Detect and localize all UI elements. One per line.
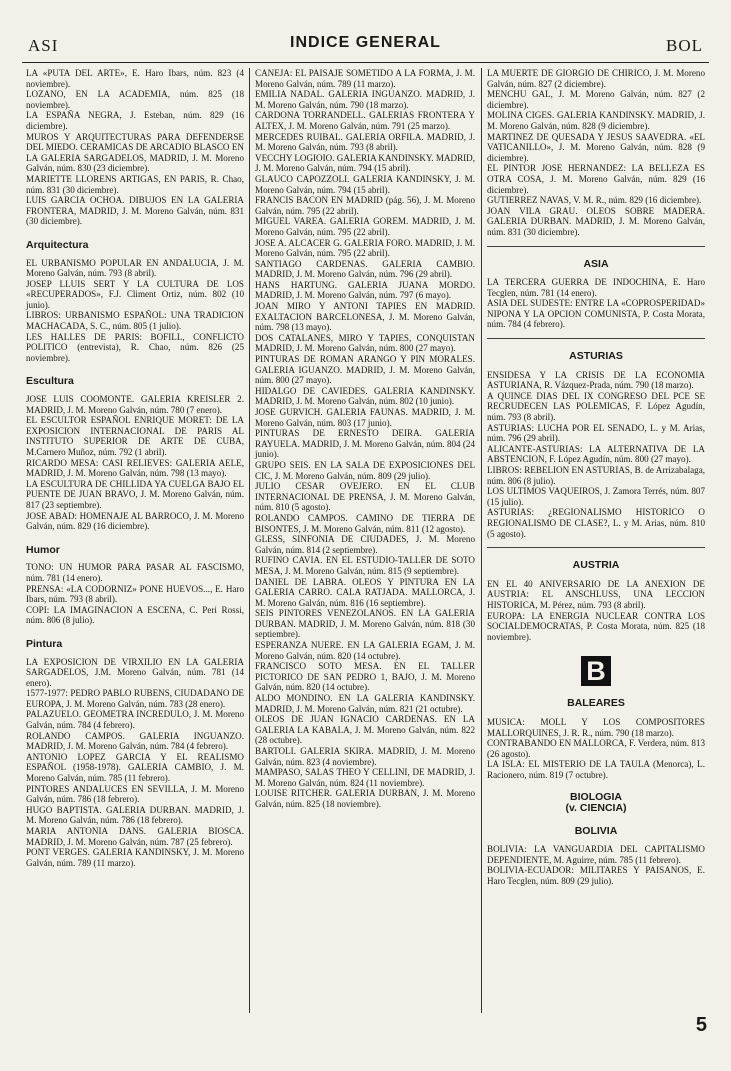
section-heading-arquitectura: Arquitectura: [26, 238, 89, 251]
index-entry: LOUISE RITCHER. GALERIA DURBAN, J. M. Moreno Galván, núm. 825 (18 noviembre).: [255, 788, 475, 809]
index-entry: JOSEP LLUIS SERT Y LA CULTURA DE LOS «RECUPERADOS», F.J. Climent Ortiz, núm. 802 (10 junio).: [26, 278, 244, 310]
index-entry: LOZANO, EN LA ACADEMIA, núm. 825 (18 noviembre).: [26, 89, 244, 110]
index-entry: HUGO BAPTISTA. GALERIA DURBAN. MADRID, J. M. Moreno Galván, núm. 786 (18 febrero).: [26, 804, 244, 826]
escultura-list: [26, 394, 244, 532]
index-entry: SANTIAGO CARDENAS. GALERIA CAMBIO. MADRID, J. M. Moreno Galván, núm. 796 (29 abril).: [255, 258, 475, 280]
index-entry: ROLANDO CAMPOS. GALERIA INGUANZO. MADRID, J. M. Moreno Galván, núm. 784 (4 febrero).: [26, 730, 244, 752]
index-entry: BOLIVIA: LA VANGUARDIA DEL CAPITALISMO DEPENDIENTE, M. Aguirre, núm. 785 (11 febrero).: [487, 844, 705, 865]
pintura-list: [26, 657, 244, 869]
asturias-list: [487, 370, 705, 540]
index-entry: GLESS, SINFONIA DE CIUDADES, J. M. Moreno Galván, núm. 814 (2 septiembre).: [255, 534, 475, 555]
index-entry: JOAN MIRO Y ANTONI TAPIES EN MADRID. EXALTACION BARCELONESA, J. M. Moreno Galván, núm. 798 (13 mayo).: [255, 301, 475, 333]
index-entry: PINTURAS DE ERNESTO DEIRA. GALERIA RAYUELA. MADRID, J. M. Moreno Galván, núm. 804 (24 junio).: [255, 428, 475, 460]
index-entry: ASIA DEL SUDESTE: ENTRE LA «COPROSPERIDAD» NIPONA Y LA OPCION COMUNISTA, P. Costa Morata, núm. 784 (4 febrero).: [487, 298, 705, 330]
index-entry: LA TERCERA GUERRA DE INDOCHINA, E. Haro Tecglen, núm. 781 (14 enero).: [487, 277, 705, 298]
index-entry: LA MUERTE DE GIORGIO DE CHIRICO, J. M. Moreno Galván, núm. 827 (2 diciembre).: [487, 68, 705, 89]
biologia-cross-reference: (v. CIENCIA): [565, 802, 627, 815]
section-heading-escultura: Escultura: [26, 375, 74, 388]
column-1: [26, 68, 244, 868]
index-entry: MARIA ANTONIA DANS. GALERIA BIOSCA. MADRID, J. M. Moreno Galván, núm. 787 (25 febrero).: [26, 826, 244, 847]
section-heading-pintura: Pintura: [26, 637, 63, 650]
index-entry: MUROS Y ARQUITECTURAS PARA DEFENDERSE DEL MIEDO. CERAMICAS DE ARCADIO BLASCO EN LA GALERIA SARGADELOS, MADRID, J. M. Moreno Galván, núm. 830 (23 diciembre).: [26, 131, 244, 174]
index-entry: LOS ULTIMOS VAQUEIROS, J. Zamora Terrés, núm. 807 (15 julio).: [487, 486, 705, 507]
index-entry: ALDO MONDINO. EN LA GALERIA KANDINSKY. MADRID, J. M. Moreno Galván, núm. 821 (21 octubre).: [255, 693, 475, 714]
index-entry: MERCEDES RUIBAL. GALERIA ORFILA. MADRID, J. M. Moreno Galván, núm. 793 (8 abril).: [255, 131, 475, 153]
index-entry: MARTINEZ DE QUESADA Y JESUS SAAVEDRA. «EL VATICANILLO», J. M. Moreno Galván, núm. 828 (9 diciembre).: [487, 131, 705, 163]
col1-intro-list: [26, 68, 244, 227]
index-entry: DOS CATALANES, MIRO Y TAPIES, CONQUISTAN MADRID, J. M. Moreno Galván, núm. 800 (27 mayo).: [255, 332, 475, 354]
section-rule: [487, 547, 705, 548]
index-entry: LA «PUTA DEL ARTE», E. Haro Ibars, núm. 823 (4 noviembre).: [26, 68, 244, 89]
asia-list: [487, 277, 705, 330]
index-entry: GRUPO SEIS. EN LA SALA DE EXPOSICIONES DEL CIC, J. M. Moreno Galván, núm. 809 (29 julio).: [255, 459, 475, 481]
index-entry: ALICANTE-ASTURIAS: LA ALTERNATIVA DE LA ABSTENCION, F. López Agudín, núm. 800 (27 mayo).: [487, 443, 705, 465]
index-entry: LIBROS: REBELION EN ASTURIAS, B. de Arrizabalaga, núm. 806 (8 julio).: [487, 465, 705, 486]
index-entry: LA ESPAÑA NEGRA, J. Esteban, núm. 829 (16 diciembre).: [26, 110, 244, 131]
arquitectura-list: [26, 258, 244, 364]
page-title: INDICE GENERAL: [290, 34, 441, 51]
humor-list: [26, 562, 244, 626]
index-entry: LA ESCULTURA DE CHILLIDA YA CUELGA BAJO EL PUENTE DE JUAN BRAVO, J. M. Moreno Galván, núm. 817 (23 septiembre).: [26, 478, 244, 510]
col3-intro-list: [487, 68, 705, 238]
index-entry: MAMPASO, SALAS THEO Y CELLINI, DE MADRID, J. M. Moreno Galván, núm. 824 (11 noviembre).: [255, 767, 475, 788]
col2-list: [255, 68, 475, 810]
header-right-guide-word: BOL: [666, 36, 703, 55]
index-entry: CARDONA TORRANDELL. GALERIAS FRONTERA Y ALTEX, J. M. Moreno Galván, núm. 791 (25 marzo).: [255, 110, 475, 131]
index-entry: MARIETTE LLORENS ARTIGAS, EN PARIS, R. Chao, núm. 831 (30 diciembre).: [26, 173, 244, 195]
index-entry: CANEJA: EL PAISAJE SOMETIDO A LA FORMA, J. M. Moreno Galván, núm. 789 (11 marzo).: [255, 68, 475, 89]
index-entry: EUROPA: LA ENERGIA NUCLEAR CONTRA LOS SOCIALDEMOCRATAS, P. Costa Morata, núm. 825 (18 noviembre).: [487, 610, 705, 642]
index-entry: COPI: LA IMAGINACION A ESCENA, C. Peri Rossi, núm. 806 (8 julio).: [26, 604, 244, 626]
index-entry: EN EL 40 ANIVERSARIO DE LA ANEXION DE AUSTRIA: EL ANSCHLUSS, UNA LECCION HISTORICA, M. Pérez, núm. 793 (8 abril).: [487, 578, 705, 610]
index-entry: OLEOS DE JUAN IGNACIO CARDENAS. EN LA GALERIA LA KABALA, J. M. Moreno Galván, núm. 822 (28 octubre).: [255, 714, 475, 746]
index-entry: VECCHY LOGIOIO. GALERIA KANDINSKY. MADRID, J. M. Moreno Galván, núm. 794 (15 abril).: [255, 152, 476, 174]
index-entry: EMILIA NADAL. GALERIA INGUANZO. MADRID, J. M. Moreno Galván, núm. 790 (18 marzo).: [255, 89, 475, 110]
index-entry: HANS HARTUNG. GALERIA JUANA MORDO. MADRID, J. M. Moreno Galván, núm. 797 (6 mayo).: [255, 279, 475, 301]
index-entry: GLAUCO CAPOZZOLI. GALERIA KANDINSKY, J. M. Moreno Galván, núm. 794 (15 abril).: [255, 173, 475, 195]
biologia-title: BIOLOGIA: [570, 791, 622, 804]
letter-divider-b: B: [581, 656, 611, 686]
austria-list: [487, 579, 705, 643]
page-number: 5: [695, 1014, 707, 1036]
index-entry: FRANCISCO SOTO MESA. EN EL TALLER PICTORICO DE SAN PEDRO 1, BAJO, J. M. Moreno Galván, núm. 820 (14 octubre).: [255, 661, 475, 693]
index-entry: CONTRABANDO EN MALLORCA, F. Verdera, núm. 813 (26 agosto).: [487, 738, 705, 759]
index-entry: RICARDO MESA: CASI RELIEVES: GALERIA AELE, MADRID, J. M. Moreno Galván, núm. 798 (13 mayo).: [26, 457, 244, 479]
section-heading-baleares: BALEARES: [567, 697, 625, 710]
section-heading-biologia: [487, 792, 705, 813]
index-entry: BOLIVIA-ECUADOR: MILITARES Y PAISANOS, E. Haro Tecglen, núm. 809 (29 julio).: [487, 865, 705, 887]
index-entry: PINTURAS DE ROMAN ARANGO Y PIN MORALES. GALERIA IGUANZO. MADRID, J. M. Moreno Galván, núm. 800 (27 mayo).: [255, 354, 475, 386]
index-entry: MIGUEL VAREA. GALERIA GOREM. MADRID, J. M. Moreno Galván, núm. 795 (22 abril).: [255, 216, 475, 237]
index-entry: ASTURIAS: LUCHA POR EL SENADO, L. y M. Arias, núm. 796 (29 abril).: [487, 422, 705, 444]
section-heading-asia: ASIA: [583, 257, 609, 270]
index-entry: LIBROS: URBANISMO ESPAÑOL: UNA TRADICION MACHACADA, S. C., núm. 805 (1 julio).: [26, 310, 244, 332]
index-entry: ANTONIO LOPEZ GARCIA Y EL REALISMO ESPAÑOL (1958-1978). GALERIA CAMBIO, J. M. Moreno Galván, núm. 785 (11 febrero).: [26, 751, 244, 784]
index-entry: JOAN VILA GRAU. OLEOS SOBRE MADERA. GALERIA DURBAN. MADRID, J. M. Moreno Galván, núm. 831 (30 diciembre).: [487, 205, 705, 237]
index-entry: EL PINTOR JOSE HERNANDEZ: LA BELLEZA ES OTRA COSA, J. M. Moreno Galván, núm. 829 (16 diciembre).: [487, 163, 705, 195]
index-entry: EL URBANISMO POPULAR EN ANDALUCIA, J. M. Moreno Galván, núm. 793 (8 abril).: [26, 257, 244, 279]
index-entry: MOLINA CIGES. GALERIA KANDINSKY. MADRID, J. M. Moreno Galván, núm. 828 (9 diciembre).: [487, 110, 705, 131]
section-heading-asturias: ASTURIAS: [569, 350, 623, 363]
column-3: [487, 68, 705, 887]
section-heading-humor: Humor: [26, 543, 60, 556]
baleares-list: [487, 717, 705, 781]
index-entry: PONT VERGES. GALERIA KANDINSKY, J. M. Moreno Galván, núm. 789 (11 marzo).: [26, 847, 244, 868]
section-heading-austria: AUSTRIA: [572, 559, 620, 572]
index-entry: PINTORES ANDALUCES EN SEVILLA, J. M. Moreno Galván, núm. 786 (18 febrero).: [26, 783, 244, 805]
page-header: [22, 32, 709, 58]
section-rule: [487, 338, 705, 339]
index-entry: JULIO CESAR OVEJERO. EN EL CLUB INTERNACIONAL DE PRENSA, J. M. Moreno Galván, núm. 810 (5 agosto).: [255, 481, 475, 513]
index-entry: HIDALGO DE CAVIEDES. GALERIA KANDINSKY. MADRID, J. M. Moreno Galván, núm. 802 (10 junio).: [255, 385, 475, 407]
index-entry: MENCHU GAL, J. M. Moreno Galván, núm. 827 (2 diciembre).: [487, 89, 705, 110]
column-divider: [249, 68, 250, 1013]
index-entry: DANIEL DE LABRA. OLEOS Y PINTURA EN LA GALERIA CARRO. CALA RATJADA. MALLORCA, J. M. Moreno Galván, núm. 816 (16 septiembre).: [255, 576, 475, 608]
index-entry: PRENSA: «LA CODORNIZ» PONE HUEVOS..., E. Haro Ibars, núm. 793 (8 abril).: [26, 583, 244, 605]
index-entry: RUFINO CAVIA. EN EL ESTUDIO-TALLER DE SOTO MESA, J. M. Moreno Galván, núm. 815 (9 septiembre).: [255, 555, 475, 576]
header-left-guide-word: ASI: [28, 36, 59, 55]
index-entry: ASTURIAS: ¿REGIONALISMO HISTORICO O REGIONALISMO DE CLASE?, L. y M. Arias, núm. 810 (5 agosto).: [487, 507, 705, 539]
index-entry: LES HALLES DE PARIS: BOFILL, CONFLICTO POLITICO (entrevista), R. Chao, núm. 826 (25 noviembre).: [26, 331, 244, 363]
index-entry: BARTOLI. GALERIA SKIRA. MADRID, J. M. Moreno Galván, núm. 823 (4 noviembre).: [255, 746, 475, 767]
section-rule: [487, 246, 705, 247]
index-entry: ENSIDESA Y LA CRISIS DE LA ECONOMIA ASTURIANA, R. Vázquez-Prada, núm. 790 (18 marzo).: [487, 369, 705, 391]
index-entry: FRANCIS BACON EN MADRID (pág. 56), J. M. Moreno Galván, núm. 795 (22 abril).: [255, 195, 475, 216]
index-entry: LUIS GARCIA OCHOA. DIBUJOS EN LA GALERIA FRONTERA, MADRID, J. M. Moreno Galván, núm. 831 (30 diciembre).: [26, 195, 244, 227]
index-entry: SEIS PINTORES VENEZOLANOS. EN LA GALERIA DURBAN. MADRID, J. M. Moreno Galván, núm. 818 (30 septiembre).: [255, 608, 475, 640]
index-entry: MUSICA: MOLL Y LOS COMPOSITORES MALLORQUINES, J. R. R., núm. 790 (18 marzo).: [487, 716, 705, 738]
index-entry: GUTIERREZ NAVAS, V. M. R., núm. 829 (16 diciembre).: [487, 195, 702, 206]
header-rule: [22, 62, 709, 63]
index-entry: JOSE A. ALCACER G. GALERIA FORO. MADRID, J. M. Moreno Galván, núm. 795 (22 abril).: [255, 237, 475, 259]
index-entry: A QUINCE DIAS DEL IX CONGRESO DEL PCE SE RECRUDECEN LAS POLEMICAS, F. López Agudín, núm. 793 (8 abril).: [487, 390, 705, 423]
index-entry: JOSE GURVICH. GALERIA FAUNAS. MADRID, J. M. Moreno Galván, núm. 803 (17 junio).: [255, 407, 475, 428]
index-entry: PALAZUELO. GEOMETRA INCREDULO, J. M. Moreno Galván, núm. 784 (4 febrero).: [26, 709, 244, 731]
index-entry: ROLANDO CAMPOS. CAMINO DE TIERRA DE BISONTES, J. M. Moreno Galván, núm. 811 (12 agosto).: [255, 512, 475, 534]
index-entry: JOSE LUIS COOMONTE. GALERIA KREISLER 2. MADRID, J. M. Moreno Galván, núm. 780 (7 enero).: [26, 394, 244, 415]
index-entry: EL ESCULTOR ESPAÑOL ENRIQUE MORET: DE LA EXPOSICION INTERNACIONAL DE PARIS AL INSTITUTO SUPERIOR DE ARTE DE CUBA, M.Carnero Muñoz, núm. 792 (1 abril).: [26, 415, 244, 457]
column-divider: [481, 68, 482, 1013]
bolivia-list: [487, 844, 705, 886]
column-2: [255, 68, 475, 810]
index-entry: LA EXPOSICION DE VIRXILIO EN LA GALERIA SARGADELOS, J.M. Moreno Galván, núm. 781 (14 enero).: [26, 656, 244, 688]
index-entry: 1577-1977: PEDRO PABLO RUBENS, CIUDADANO DE EUROPA, J. M. Moreno Galván, núm. 783 (28 enero).: [26, 688, 244, 709]
index-entry: ESPERANZA NUERE. EN LA GALERIA EGAM, J. M. Moreno Galván, núm. 820 (14 octubre).: [255, 640, 475, 661]
index-entry: TONO: UN HUMOR PARA PASAR AL FASCISMO, núm. 781 (14 enero).: [26, 562, 244, 583]
index-entry: JOSE ABAD: HOMENAJE AL BARROCO, J. M. Moreno Galván, núm. 829 (16 diciembre).: [26, 510, 244, 532]
section-heading-bolivia: BOLIVIA: [574, 824, 618, 837]
index-entry: LA ISLA: EL MISTERIO DE LA TAULA (Menorca), L. Racionero, núm. 819 (7 octubre).: [487, 759, 705, 780]
